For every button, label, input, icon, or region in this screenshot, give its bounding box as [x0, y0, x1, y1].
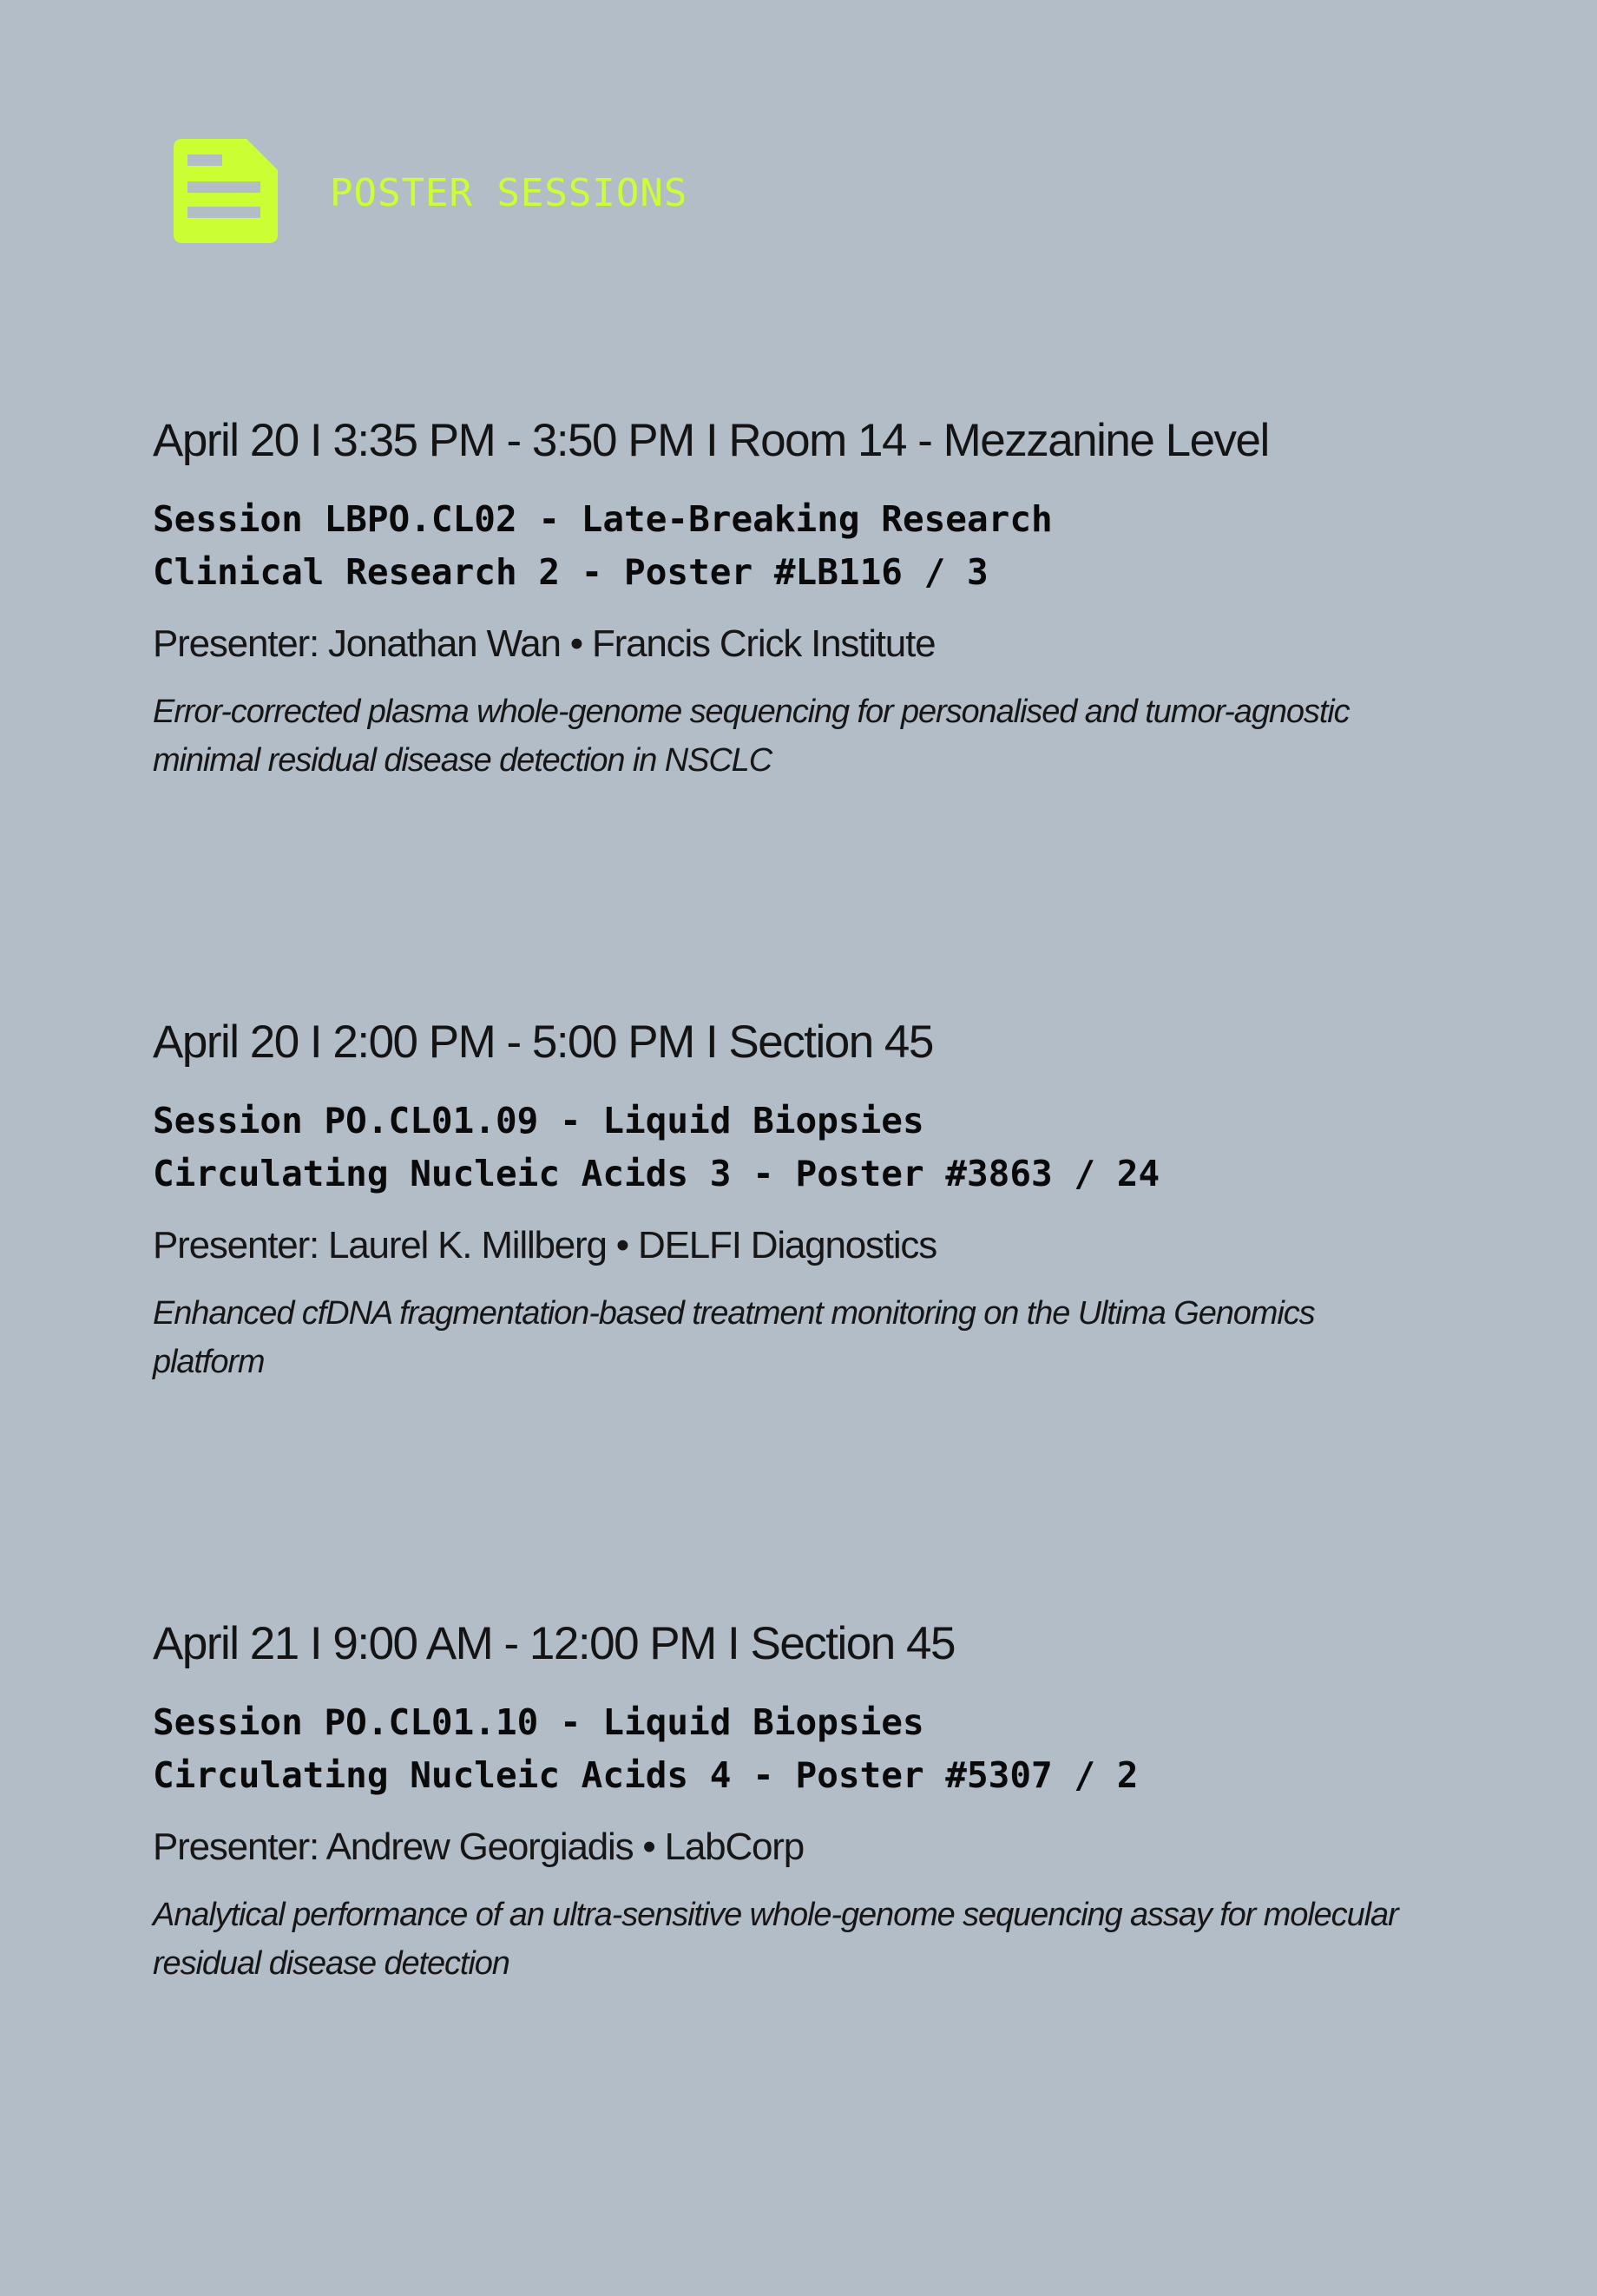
session-datetime: April 20 I 3:35 PM - 3:50 PM I Room 14 - Mezzanine Level	[153, 415, 1269, 466]
session-title	[153, 1095, 1455, 1201]
session-datetime: April 20 I 2:00 PM - 5:00 PM I Section 45	[153, 1016, 933, 1068]
session-presenter: Presenter: Andrew Georgiadis • LabCorp	[153, 1826, 805, 1868]
page-header	[170, 135, 687, 247]
document-icon	[170, 135, 281, 247]
session-abstract: Analytical performance of an ultra-sensitive whole-genome sequencing assay for molecular residual disease detection	[153, 1897, 1398, 1982]
session-abstract: Error-corrected plasma whole-genome sequencing for personalised and tumor-agnostic minimal residual disease detection in NSCLC	[153, 694, 1350, 779]
session-datetime: April 21 I 9:00 AM - 12:00 PM I Section 45	[153, 1618, 955, 1669]
session-item	[153, 1618, 1455, 1988]
session-title-line: Session LBPO.CL02 - Late-Breaking Research	[153, 498, 1053, 540]
session-presenter: Presenter: Jonathan Wan • Francis Crick Institute	[153, 622, 936, 665]
session-title	[153, 1696, 1455, 1802]
session-abstract: Enhanced cfDNA fragmentation-based treatment monitoring on the Ultima Genomics platform	[153, 1295, 1315, 1380]
session-title-line: Clinical Research 2 - Poster #LB116 / 3	[153, 551, 989, 593]
session-presenter: Presenter: Laurel K. Millberg • DELFI Diagnostics	[153, 1224, 937, 1266]
session-title-line: Session PO.CL01.10 - Liquid Biopsies	[153, 1701, 924, 1743]
session-title-line: Circulating Nucleic Acids 4 - Poster #5307 / 2	[153, 1754, 1139, 1796]
section-title: POSTER SESSIONS	[330, 170, 688, 215]
session-item	[153, 415, 1455, 785]
session-item	[153, 1016, 1455, 1386]
session-title-line: Session PO.CL01.09 - Liquid Biopsies	[153, 1100, 924, 1141]
session-title-line: Circulating Nucleic Acids 3 - Poster #3863 / 24	[153, 1153, 1160, 1194]
session-title	[153, 493, 1455, 599]
